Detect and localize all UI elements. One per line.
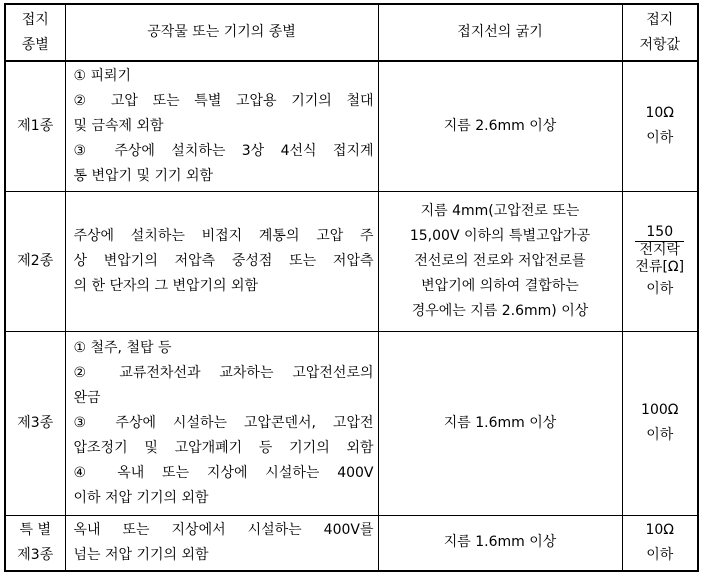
equipment-line: 통 변압기 및 기기 외함 — [73, 167, 214, 184]
equipment-line: 상 변압기의 저압측 중성점 또는 저압측 — [73, 252, 374, 269]
equipment-line: ② 교류전차선과 교차하는 고압전선로의 — [73, 364, 374, 381]
resistance-line: 10Ω — [645, 105, 674, 122]
resistance-line: 10Ω — [645, 521, 674, 538]
resistance-cell — [622, 191, 698, 331]
wire-line: 경우에는 지름 2.6mm) 이상 — [411, 302, 589, 319]
resistance-line: 이하 — [646, 130, 674, 147]
wire-cell — [378, 331, 622, 515]
header-grade-line: 접지 — [21, 11, 49, 28]
grade-cell — [5, 515, 65, 571]
resistance-fraction — [635, 224, 684, 276]
equipment-line: 의 한 단자의 그 변압기의 외함 — [73, 277, 259, 294]
equipment-line: ① 피뢰기 — [73, 67, 132, 84]
resistance-line: 이하 — [646, 546, 674, 563]
grade-cell — [5, 61, 65, 191]
wire-cell — [378, 515, 622, 571]
resistance-line: 이하 — [646, 281, 674, 297]
table-row — [5, 331, 698, 515]
header-equipment-text: 공작물 또는 기기의 종별 — [147, 24, 296, 40]
resistance-cell — [622, 331, 698, 515]
header-row — [5, 4, 698, 61]
wire-line: 전선로의 전로와 저압전로를 — [414, 252, 586, 269]
grounding-table — [4, 3, 699, 572]
equipment-cell — [65, 191, 378, 331]
equipment-line: ④ 옥내 또는 지상에 시설하는 400V — [73, 464, 374, 481]
grade-text: 특 별 — [19, 521, 51, 538]
resistance-cell — [622, 515, 698, 571]
fraction-denominator-line: 전류[Ω] — [635, 259, 685, 275]
table-row — [5, 191, 698, 331]
header-resistance — [622, 4, 698, 61]
header-wire-text: 접지선의 굵기 — [457, 24, 543, 40]
grade-text: 제1종 — [17, 117, 54, 134]
equipment-line: ① 철주, 철탑 등 — [73, 339, 172, 356]
header-resistance-line: 저항값 — [639, 36, 681, 53]
table-row — [5, 61, 698, 191]
equipment-line: 주상에 설치하는 비접지 계통의 고압 주 — [73, 227, 374, 244]
header-grade-line: 종별 — [21, 36, 49, 53]
equipment-line: 완금 — [73, 389, 101, 406]
table-row — [5, 515, 698, 571]
equipment-cell — [65, 331, 378, 515]
header-grade — [5, 4, 65, 61]
wire-cell — [378, 61, 622, 191]
resistance-cell — [622, 61, 698, 191]
equipment-line: 및 금속제 외함 — [73, 117, 164, 134]
wire-cell — [378, 191, 622, 331]
equipment-line: 옥내 또는 지상에서 시설하는 400V를 — [73, 521, 374, 538]
wire-line: 변압기에 의하여 결합하는 — [421, 277, 579, 294]
wire-line: 지름 1.6mm 이상 — [443, 534, 557, 551]
grade-text: 제3종 — [17, 546, 54, 563]
grade-text: 제2종 — [17, 252, 54, 269]
equipment-line: ② 고압 또는 특별 고압용 기기의 철대 — [73, 92, 374, 109]
grade-text: 제3종 — [17, 414, 54, 431]
wire-line: 지름 4mm(고압전로 또는 — [420, 202, 580, 219]
equipment-line: ③ 주상에 시설하는 고압콘덴서, 고압전 — [73, 414, 374, 431]
fraction-denominator-line: 전지락 — [639, 242, 681, 258]
header-equipment — [65, 4, 378, 61]
equipment-line: 넘는 저압 기기의 외함 — [73, 546, 209, 563]
resistance-line: 100Ω — [641, 402, 679, 418]
equipment-cell — [65, 515, 378, 571]
equipment-line: 이하 저압 기기의 외함 — [73, 489, 209, 506]
header-wire — [378, 4, 622, 61]
equipment-cell — [65, 61, 378, 191]
resistance-line: 이하 — [646, 427, 674, 443]
wire-line: 지름 1.6mm 이상 — [443, 414, 557, 431]
grade-cell — [5, 191, 65, 331]
grade-cell — [5, 331, 65, 515]
fraction-numerator: 150 — [635, 224, 684, 242]
wire-line: 지름 2.6mm 이상 — [443, 117, 557, 134]
wire-line: 15,00V 이하의 특별고압가공 — [409, 227, 591, 244]
header-resistance-line: 접지 — [646, 11, 674, 28]
equipment-line: ③ 주상에 설치하는 3상 4선식 접지계 — [73, 142, 374, 159]
equipment-line: 압조정기 및 고압개폐기 등 기기의 외함 — [73, 439, 374, 456]
